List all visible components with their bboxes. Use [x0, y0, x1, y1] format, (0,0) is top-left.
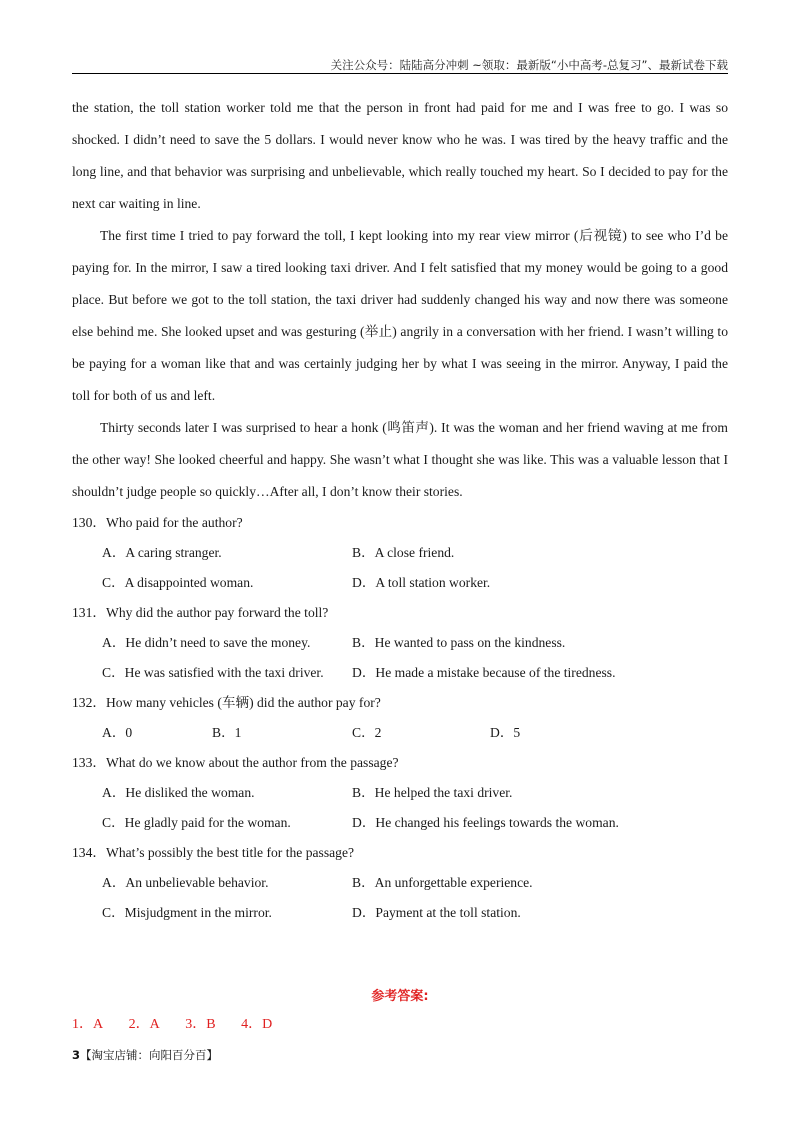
header-divider	[72, 73, 728, 74]
option-c: C．Misjudgment in the mirror.	[102, 905, 272, 920]
option-row	[72, 898, 728, 928]
answer-item: 4．D	[241, 1017, 273, 1032]
option-b: B．An unforgettable experience.	[352, 875, 533, 890]
option-d: D．5	[490, 725, 521, 740]
option-d: D．He made a mistake because of the tiredness.	[352, 665, 616, 680]
question-stem: 134．What’s possibly the best title for the passage?	[72, 845, 355, 860]
option-d: D．He changed his feelings towards the woman.	[352, 815, 619, 830]
question-stem: 130．Who paid for the author?	[72, 515, 243, 530]
passage-paragraph-3: Thirty seconds later I was surprised to hear a honk (鸣笛声). It was the woman and her friend waving at me from the other way! She looked cheerful and happy. She wasn’t what I thought she was like. This was a valuable lesson that I shouldn’t judge people so quickly…After all, I don’t know their stories.	[72, 420, 728, 499]
option-d: D．A toll station worker.	[352, 575, 491, 590]
option-row	[72, 628, 728, 658]
question-132	[72, 688, 728, 748]
option-row	[72, 568, 728, 598]
option-a: A．He disliked the woman.	[102, 785, 255, 800]
option-b: B．He helped the taxi driver.	[352, 785, 513, 800]
option-a: A．0	[102, 725, 133, 740]
option-row	[72, 658, 728, 688]
option-b: B．He wanted to pass on the kindness.	[352, 635, 566, 650]
option-a: A．An unbelievable behavior.	[102, 875, 269, 890]
option-row	[72, 538, 728, 568]
question-134	[72, 838, 728, 928]
option-c: C．A disappointed woman.	[102, 575, 254, 590]
option-c: C．He gladly paid for the woman.	[102, 815, 291, 830]
question-stem: 132．How many vehicles (车辆) did the author pay for?	[72, 695, 381, 710]
question-130	[72, 508, 728, 598]
option-c: C．2	[352, 725, 382, 740]
question-133	[72, 748, 728, 838]
page-footer	[72, 1047, 218, 1063]
option-c: C．He was satisfied with the taxi driver.	[102, 665, 324, 680]
answer-item: 2．A	[128, 1017, 160, 1032]
option-a: A．He didn’t need to save the money.	[102, 635, 311, 650]
question-stem: 131．Why did the author pay forward the toll?	[72, 605, 329, 620]
page-header: 关注公众号：陆陆高分冲刺 ~领取：最新版“小中高考-总复习”、最新试卷下载	[330, 58, 728, 72]
option-d: D．Payment at the toll station.	[352, 905, 521, 920]
option-row	[72, 718, 728, 748]
option-a: A．A caring stranger.	[102, 545, 222, 560]
answer-key	[72, 1013, 294, 1033]
question-131	[72, 598, 728, 688]
option-row	[72, 808, 728, 838]
document-body	[72, 92, 728, 928]
footer-shop-text: 【淘宝店铺：向阳百分百】	[80, 1048, 219, 1062]
option-row	[72, 778, 728, 808]
option-row	[72, 868, 728, 898]
option-b: B．A close friend.	[352, 545, 455, 560]
answer-key-title: 参考答案:	[371, 989, 429, 1004]
passage-paragraph-2: The first time I tried to pay forward the toll, I kept looking into my rear view mirror (后视镜) to see who I’d be paying for. In the mirror, I saw a tired looking taxi driver. And I felt satisfied that my money would be going to a good place. But before we got to the toll station, the taxi driver had suddenly changed his way and now there was someone else behind me. She looked upset and was gesturing (举止) angrily in a conversation with her friend. I wasn’t willing to be paying for a woman like that and was certainly judging her by what I was seeing in the mirror. Anyway, I paid the toll for both of us and left.	[72, 228, 728, 403]
answer-item: 1．A	[72, 1017, 104, 1032]
answer-item: 3．B	[185, 1017, 216, 1032]
passage-paragraph-1: the station, the toll station worker told me that the person in front had paid for me and I was free to go. I was so shocked. I didn’t need to save the 5 dollars. I would never know who he was. I was tired by the heavy traffic and the long line, and that behavior was surprising and unbelievable, which really touched my heart. So I decided to pay for the next car waiting in line.	[72, 100, 728, 211]
question-stem: 133．What do we know about the author from the passage?	[72, 755, 399, 770]
option-b: B．1	[212, 725, 242, 740]
page-number: 3	[72, 1048, 81, 1062]
